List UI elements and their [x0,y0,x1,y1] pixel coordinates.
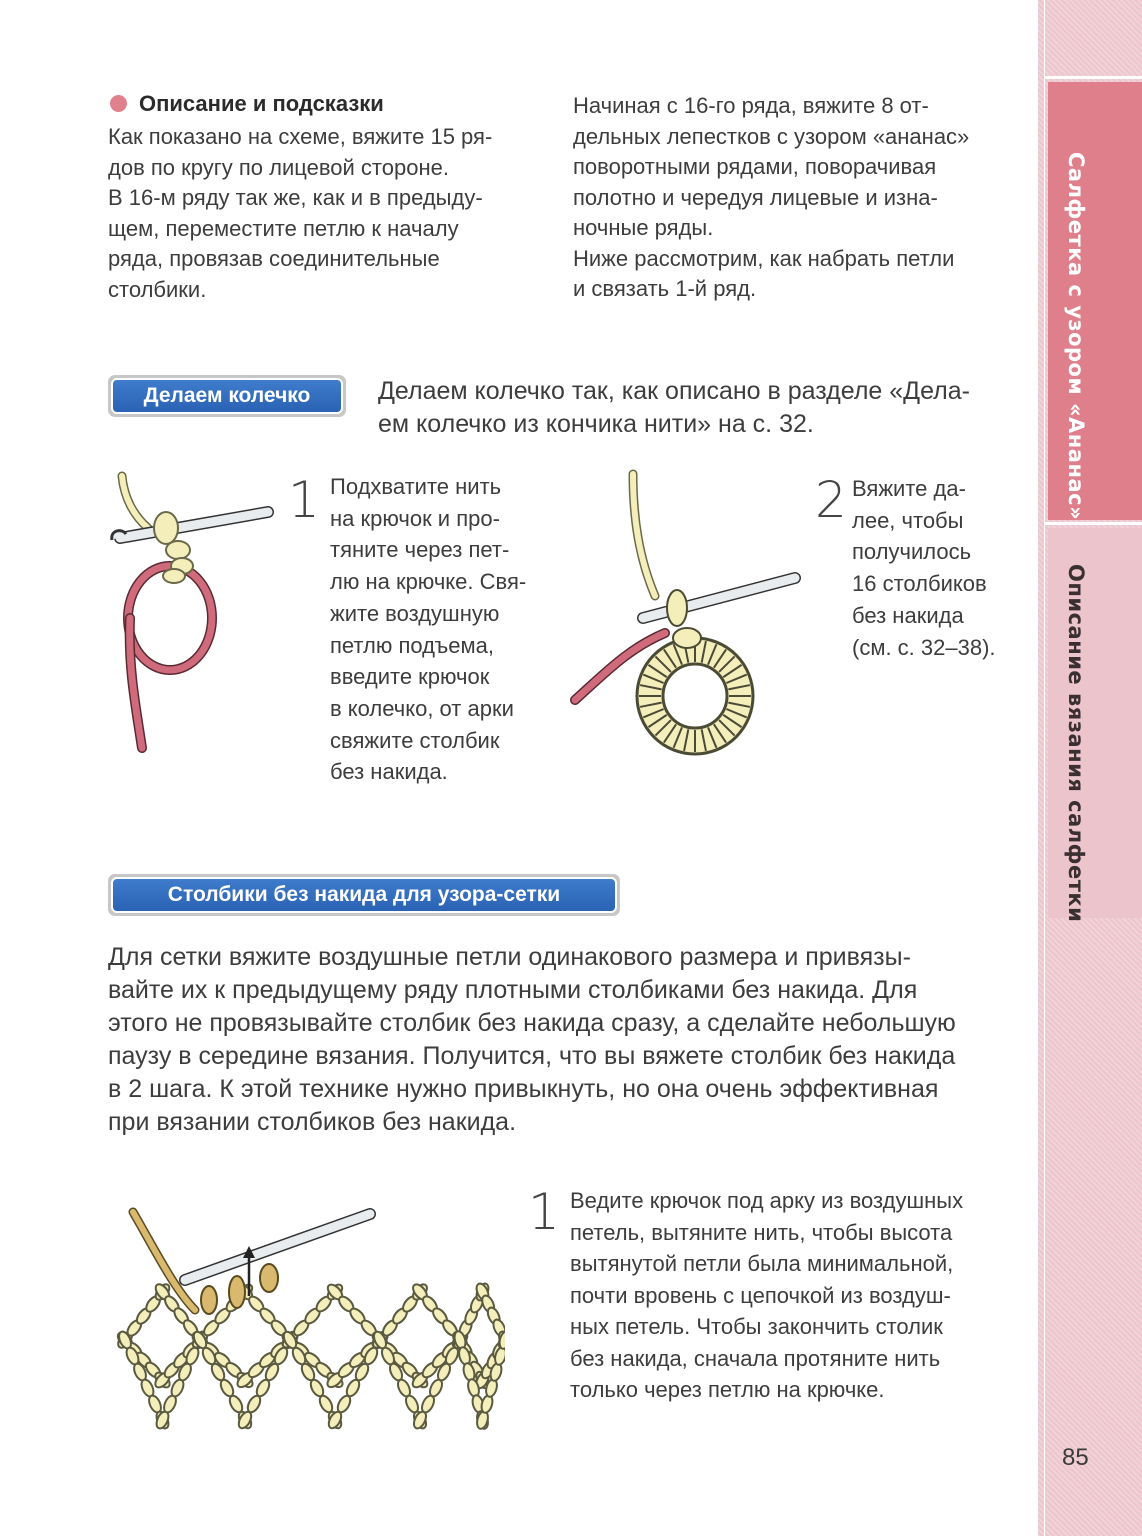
sidebar-tab-top-label: Салфетка с узором «Ананас» [1064,152,1088,521]
page-number: 85 [1062,1444,1089,1471]
ring-section-intro: Делаем колечко так, как описано в разделе «Дела- ем колечко из кончика нити» на с. 32. [378,377,970,438]
mesh-section-title: Столбики без накида для узора-сетки [111,877,617,913]
sidebar-tab-bottom-label: Описание вязания салфетки [1064,564,1088,923]
ring-section-title: Делаем колечко [111,378,343,414]
mesh-step1-number: 1 [528,1183,560,1241]
description-left-text: Как показано на схеме, вяжите 15 ря- дов по кругу по лицевой стороне. В 16-м ряду так же, как и в предыду- щем, переместите петлю к началу ряда, провязав соединительные столбики. [108,124,493,302]
mesh-section-paragraph: Для сетки вяжите воздушные петли одинакового размера и привязы- вайте их к предыдущему ряду плотными столбиками без накида. Для этого не провязывайте столбик без накида сразу, а сделайте небольшую паузу в середине вязания. Получится, что вы вяжете столбик без накида в 2 шага. К этой технике нужно привыкнуть, но она очень эффективная при вязании столбиков без накида. [108,943,956,1136]
sidebar-tab-active [1048,82,1142,520]
ring-step1-illustration [100,468,280,758]
ring-section-title-badge [108,375,346,417]
mesh-section-title-badge [108,874,620,916]
ring-step2-illustration [565,468,815,778]
ring-step2-text: Вяжите да- лее, чтобы получилось 16 столбиков без накида (см. с. 32–38). [852,476,996,660]
ring-step1-number: 1 [288,471,320,529]
mesh-step1-text: Ведите крючок под арку из воздушных петель, вытяните нить, чтобы высота вытянутой петли была минимальной, почти вровень с цепочкой из воздуш- ных петель. Чтобы закончить столик без накида, сначала протяните нить только через петлю на крючке. [570,1188,964,1402]
ring-step2-number: 2 [815,471,847,529]
mesh-step1-illustration [105,1200,505,1440]
sidebar-tab-secondary [1048,528,1142,918]
description-heading: Описание и подсказки [139,91,384,116]
sidebar-rule-middle [1044,522,1142,525]
sidebar-divider [1044,0,1045,1536]
ring-step1-text: Подхватите нить на крючок и про- тяните через пет- лю на крючке. Свя- жите воздушную петлю подъема, введите крючок в колечко, от арки свяжите столбик без накида. [330,474,527,785]
bullet-icon [110,95,127,112]
description-right-text: Начиная с 16-го ряда, вяжите 8 от- дельных лепестков с узором «ананас» поворотными рядами, поворачивая полотно и чередуя лицевые и изна- ночные ряды. Ниже рассмотрим, как набрать петли и связать 1-й ряд. [573,93,970,301]
sidebar-rule-top [1044,76,1142,79]
